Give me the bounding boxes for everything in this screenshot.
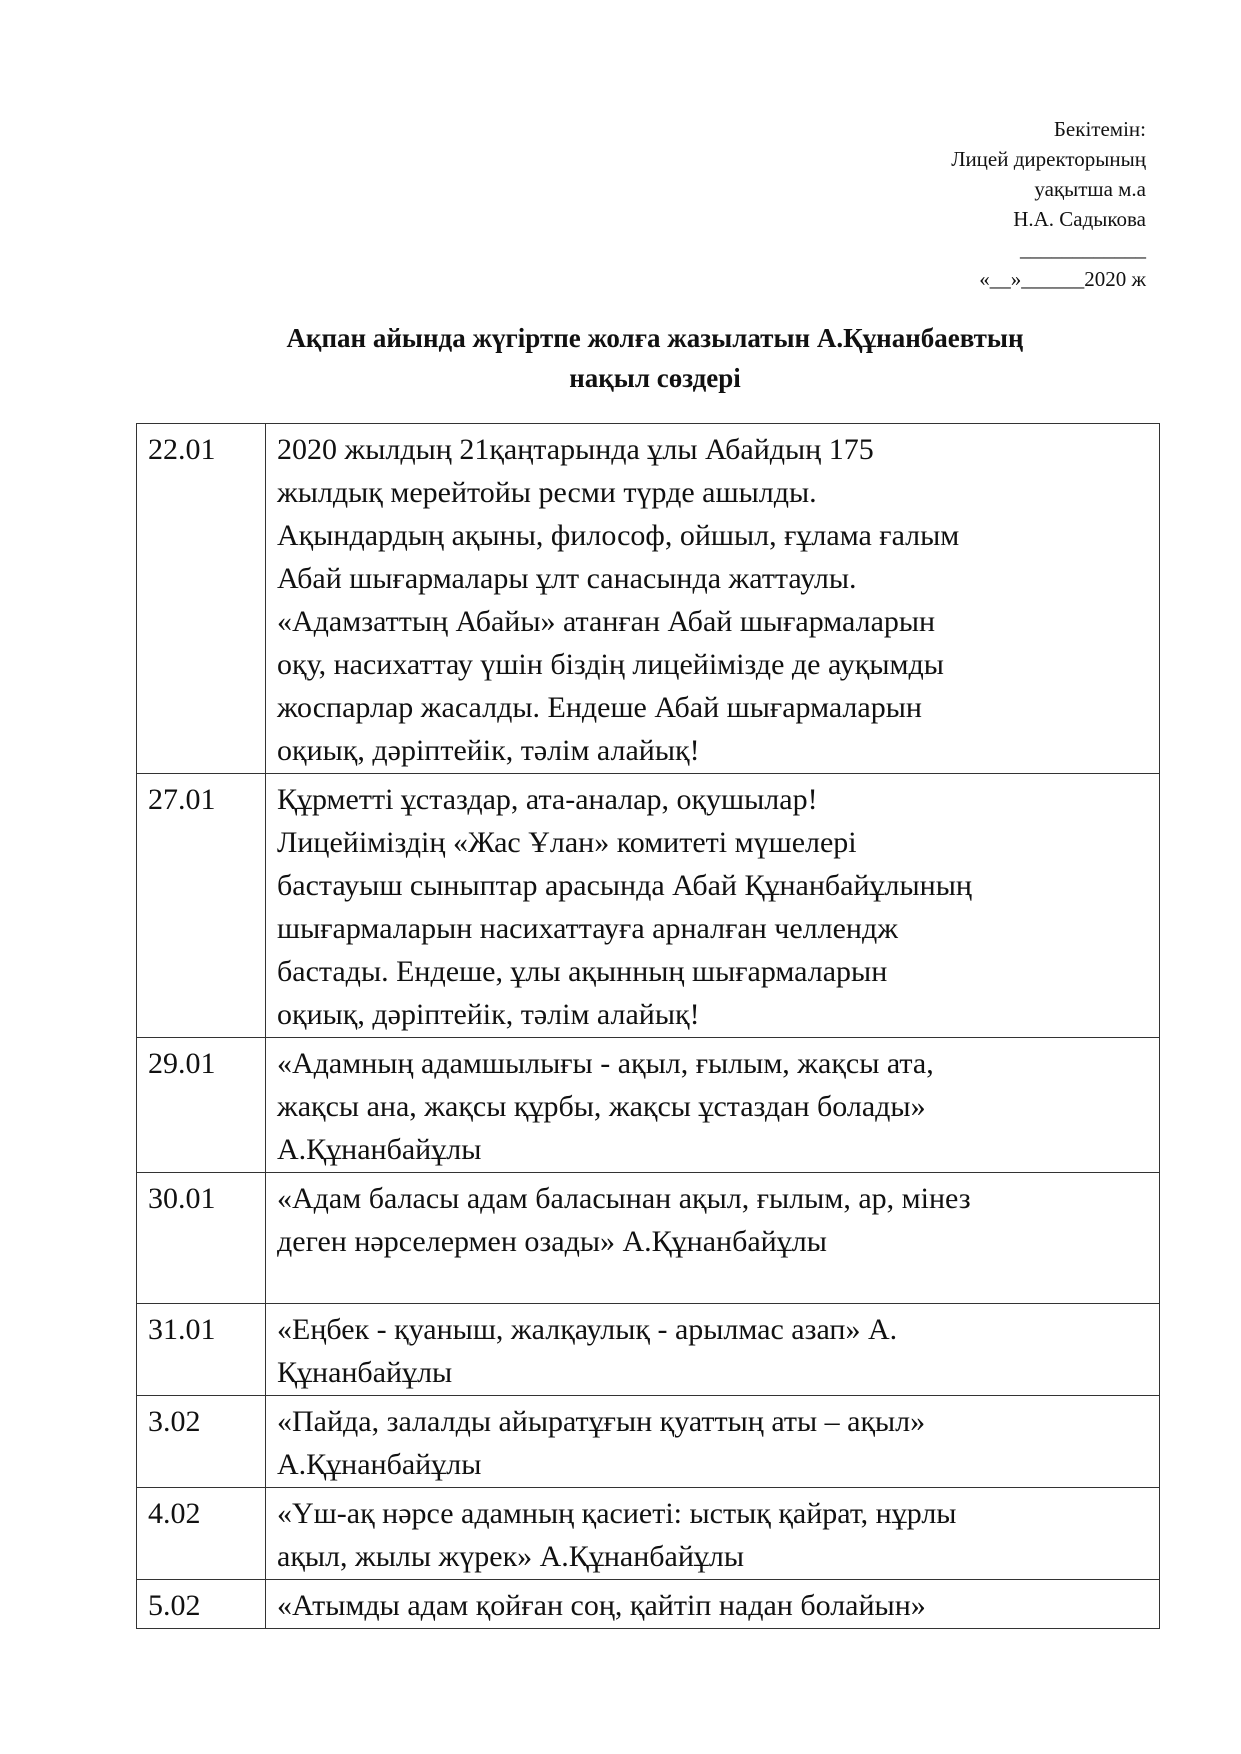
date-cell: 5.02 [137, 1580, 266, 1629]
quotes-table [136, 423, 1160, 1629]
approval-block [951, 114, 1146, 294]
date-cell: 29.01 [137, 1038, 266, 1173]
text-cell: «Адам баласы адам баласынан ақыл, ғылым, ар, мінез деген нәрселермен озады» А.Құнанбайұлы [266, 1173, 1160, 1304]
date-cell: 27.01 [137, 774, 266, 1038]
approval-acting: уақытша м.а [1034, 177, 1146, 201]
table-row [137, 1038, 1160, 1173]
table-row [137, 774, 1160, 1038]
document-title-line-2: нақыл сөздері [569, 363, 741, 393]
approval-signature-line: ____________ [1020, 237, 1146, 261]
approval-date: «__»______2020 ж [979, 267, 1146, 291]
date-cell: 3.02 [137, 1396, 266, 1488]
date-cell: 30.01 [137, 1173, 266, 1304]
approval-position: Лицей директорының [951, 147, 1146, 171]
approval-name: Н.А. Садыкова [1013, 207, 1146, 231]
text-cell: Құрметті ұстаздар, ата-аналар, оқушылар! Лицейіміздің «Жас Ұлан» комитеті мүшелері бастауыш сыныптар арасында Абай Құнанбайұлының шығармаларын насихаттауға арналған челлендж бастады. Ендеше, ұлы ақынның шығармаларын оқиық, дәріптейік, тәлім алайық! [266, 774, 1160, 1038]
text-cell: «Адамның адамшылығы - ақыл, ғылым, жақсы ата, жақсы ана, жақсы құрбы, жақсы ұстаздан болады» А.Құнанбайұлы [266, 1038, 1160, 1173]
text-cell: «Үш-ақ нәрсе адамның қасиеті: ыстық қайрат, нұрлы ақыл, жылы жүрек» А.Құнанбайұлы [266, 1488, 1160, 1580]
approval-heading: Бекітемін: [1053, 117, 1146, 141]
table-row [137, 1488, 1160, 1580]
date-cell: 4.02 [137, 1488, 266, 1580]
table-row [137, 1396, 1160, 1488]
table-row [137, 1304, 1160, 1396]
text-cell: 2020 жылдың 21қаңтарында ұлы Абайдың 175 жылдық мерейтойы ресми түрде ашылды. Ақындардың ақыны, философ, ойшыл, ғұлама ғалым Абай шығармалары ұлт санасында жаттаулы. «Адамзаттың Абайы» атанған Абай шығармаларын оқу, насихаттау үшін біздің лицейімізде де ауқымды жоспарлар жасалды. Ендеше Абай шығармаларын оқиық, дәріптейік, тәлім алайық! [266, 424, 1160, 774]
table-row [137, 1173, 1160, 1304]
document-title [135, 318, 1175, 398]
text-cell: «Еңбек - қуаныш, жалқаулық - арылмас азап» А. Құнанбайұлы [266, 1304, 1160, 1396]
table-row [137, 1580, 1160, 1629]
text-cell: «Атымды адам қойған соң, қайтіп надан болайын» [266, 1580, 1160, 1629]
table-row [137, 424, 1160, 774]
date-cell: 31.01 [137, 1304, 266, 1396]
text-cell: «Пайда, залалды айыратұғын қуаттың аты – ақыл» А.Құнанбайұлы [266, 1396, 1160, 1488]
document-title-line-1: Ақпан айында жүгіртпе жолға жазылатын А.Құнанбаевтың [286, 323, 1024, 353]
date-cell: 22.01 [137, 424, 266, 774]
